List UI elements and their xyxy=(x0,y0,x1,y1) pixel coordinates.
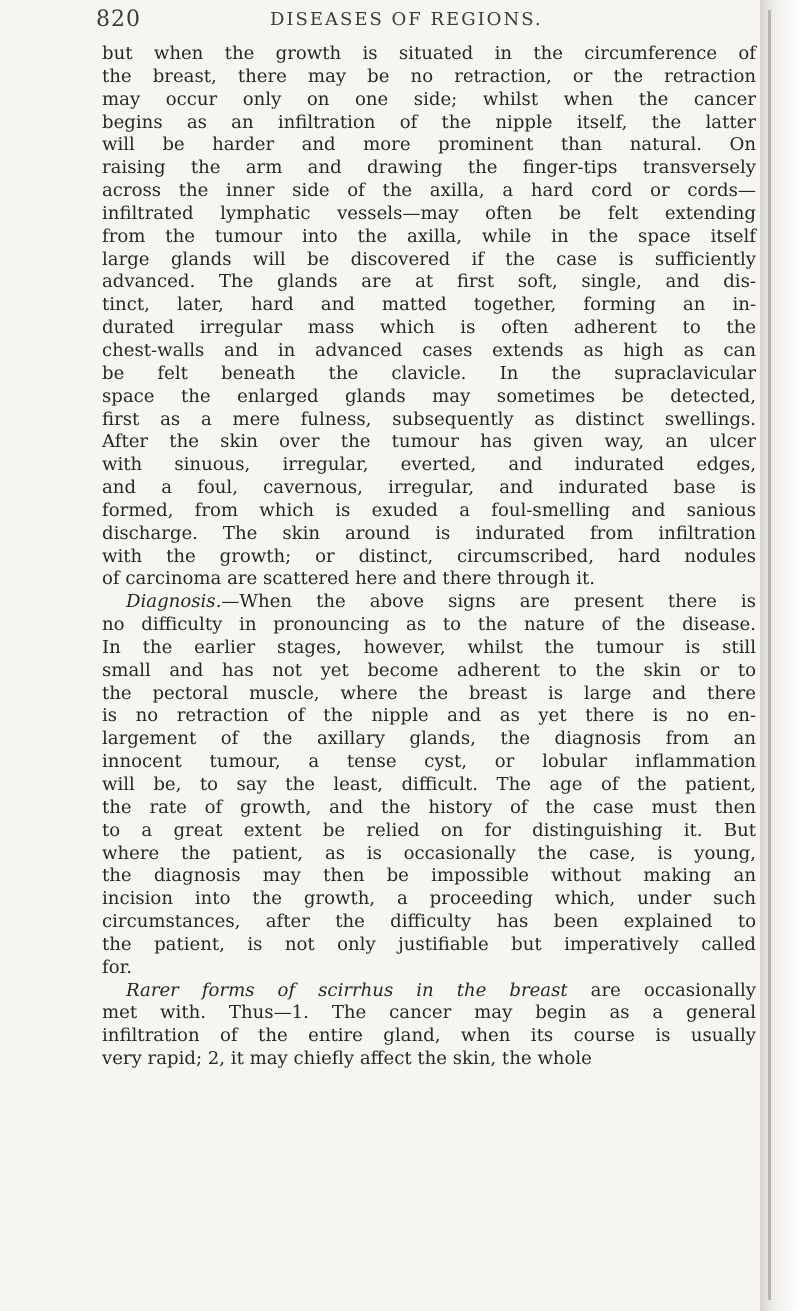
text-line: the rate of growth, and the history of the case must then xyxy=(102,796,756,818)
text-line: advanced. The glands are at first soft, single, and dis- xyxy=(102,271,756,293)
text-line: the breast, there may be no retraction, or the retraction xyxy=(102,65,756,87)
rarer-forms-paragraph-start xyxy=(102,980,756,1003)
text-line: from the tumour into the axilla, while in the space itself xyxy=(102,225,756,247)
text-line: incision into the growth, a proceeding which, under such xyxy=(102,888,756,910)
text-line: raising the arm and drawing the finger-tips transversely xyxy=(102,157,756,179)
text-line: for. xyxy=(102,956,133,978)
text-line: In the earlier stages, however, whilst the tumour is still xyxy=(102,636,756,658)
text-line: no difficulty in pronouncing as to the nature of the disease. xyxy=(102,614,756,636)
text-line: will be, to say the least, difficult. The age of the patient, xyxy=(102,774,756,795)
text-line: to a great extent be relied on for distinguishing it. But xyxy=(102,819,756,841)
text-line: chest-walls and in advanced cases extends as high as can xyxy=(102,339,756,361)
page-number: 820 xyxy=(96,7,141,32)
text-line: and a foul, cavernous, irregular, and indurated base is xyxy=(102,477,756,499)
text-line: durated irregular mass which is often adherent to the xyxy=(102,317,756,339)
text-line: space the enlarged glands may sometimes be detected, xyxy=(102,385,756,407)
text-line: innocent tumour, a tense cyst, or lobular inflammation xyxy=(102,751,756,773)
text-line: the pectoral muscle, where the breast is large and there xyxy=(102,682,756,704)
text-line: infiltrated lymphatic vessels—may often be felt extending xyxy=(102,202,756,224)
text-line: When the above signs are present there is xyxy=(239,591,756,613)
text-line: formed, from which is exuded a foul-smelling and sanious xyxy=(102,499,756,521)
page-binding-shadow xyxy=(768,10,771,1300)
text-line: infiltration of the entire gland, when its course is usually xyxy=(102,1025,756,1047)
body-text xyxy=(102,43,756,1071)
text-line: first as a mere fulness, subsequently as distinct swellings. xyxy=(102,408,756,430)
text-line: very rapid; 2, it may chiefly affect the skin, the whole xyxy=(102,1048,592,1070)
diagnosis-heading: Diagnosis.— xyxy=(126,591,240,613)
text-line: the patient, is not only justifiable but imperatively called xyxy=(102,933,756,955)
rarer-forms-heading: Rarer forms of scirrhus in the breast xyxy=(126,979,568,1001)
text-line: across the inner side of the axilla, a hard cord or cords— xyxy=(102,180,756,202)
text-line: is no retraction of the nipple and as yet there is no en- xyxy=(102,705,756,727)
text-line: of carcinoma are scattered here and there through it. xyxy=(102,568,596,590)
text-line: may occur only on one side; whilst when the cancer xyxy=(102,88,756,110)
text-line: where the patient, as is occasionally the case, is young, xyxy=(102,842,756,864)
text-line: met with. Thus—1. The cancer may begin as a general xyxy=(102,1002,756,1024)
text-line: are occasionally xyxy=(590,979,756,1001)
diagnosis-paragraph-start xyxy=(102,591,756,614)
text-line: large glands will be discovered if the case is sufficiently xyxy=(102,248,756,270)
text-line: largement of the axillary glands, the diagnosis from an xyxy=(102,728,756,750)
page-edge xyxy=(760,0,800,1311)
running-head: DISEASES OF REGIONS. xyxy=(270,9,543,30)
text-line: but when the growth is situated in the circumference of xyxy=(102,43,756,64)
text-line: will be harder and more prominent than natural. On xyxy=(102,134,756,156)
text-line: tinct, later, hard and matted together, forming an in- xyxy=(102,294,756,316)
page-header xyxy=(96,7,756,43)
text-line: After the skin over the tumour has given way, an ulcer xyxy=(102,431,756,453)
text-line: small and has not yet become adherent to the skin or to xyxy=(102,659,756,681)
text-line: be felt beneath the clavicle. In the supraclavicular xyxy=(102,362,756,384)
text-line: with the growth; or distinct, circumscribed, hard nodules xyxy=(102,545,756,567)
text-line: with sinuous, irregular, everted, and indurated edges, xyxy=(102,454,756,476)
text-line: discharge. The skin around is indurated from infiltration xyxy=(102,522,756,544)
text-line: the diagnosis may then be impossible without making an xyxy=(102,865,756,887)
text-line: circumstances, after the difficulty has been explained to xyxy=(102,911,756,933)
text-line: begins as an infiltration of the nipple itself, the latter xyxy=(102,111,756,133)
